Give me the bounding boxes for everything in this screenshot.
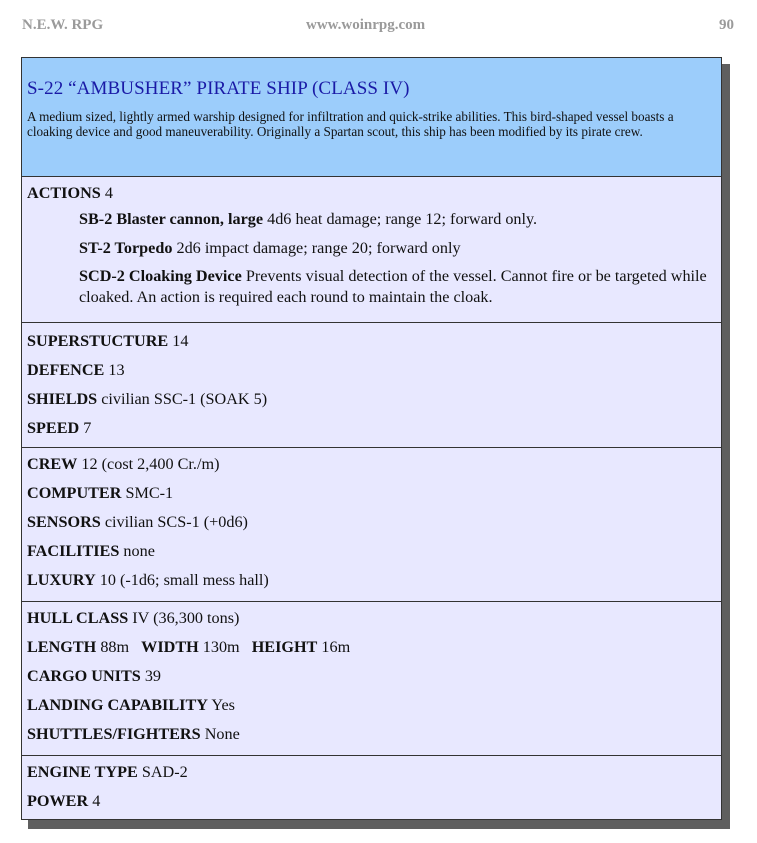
ship-description: A medium sized, lightly armed warship designed for infiltration and quick-strike abilities. This bird-shaped vessel boasts a cloaking device and good maneuverability. Originally a Spartan scout, this ship has been modified by its pirate crew. [27, 109, 674, 139]
header-game-title: N.E.W. RPG [22, 17, 104, 33]
systems-section [22, 448, 721, 602]
engine-section [22, 756, 721, 816]
facilities-label: FACILITIES [27, 542, 120, 560]
hull-class-row [27, 604, 715, 633]
shuttles-row [27, 720, 715, 749]
engine-type-value: SAD-2 [141, 763, 188, 781]
action-item [27, 266, 715, 307]
speed-row [27, 414, 715, 443]
defence-value: 13 [108, 361, 125, 379]
crew-row [27, 450, 715, 479]
cargo-label: CARGO UNITS [27, 667, 141, 685]
actions-value: 4 [104, 184, 113, 202]
landing-row [27, 691, 715, 720]
hull-section [22, 602, 721, 756]
length-value: 88m [100, 638, 130, 656]
width-label: WIDTH [141, 638, 199, 656]
engine-type-label: ENGINE TYPE [27, 763, 138, 781]
dimensions-row [27, 633, 715, 662]
action-item-name: SB-2 Blaster cannon, large [79, 210, 264, 228]
shields-value: civilian SSC-1 (SOAK 5) [101, 390, 268, 408]
superstructure-row [27, 327, 715, 356]
shuttles-label: SHUTTLES/FIGHTERS [27, 725, 201, 743]
length-label: LENGTH [27, 638, 97, 656]
stat-block-title-area [22, 58, 721, 177]
page-header [22, 17, 734, 37]
computer-row [27, 479, 715, 508]
height-value: 16m [321, 638, 351, 656]
speed-value: 7 [83, 419, 92, 437]
luxury-row [27, 566, 715, 595]
actions-label: ACTIONS [27, 184, 101, 202]
shields-label: SHIELDS [27, 390, 98, 408]
sensors-label: SENSORS [27, 513, 101, 531]
engine-type-row [27, 758, 715, 787]
hull-class-value: IV (36,300 tons) [132, 609, 240, 627]
action-item [27, 238, 715, 259]
luxury-value: 10 (-1d6; small mess hall) [99, 571, 269, 589]
power-value: 4 [92, 792, 101, 810]
height-label: HEIGHT [251, 638, 318, 656]
ship-title: S-22 “AMBUSHER” PIRATE SHIP (CLASS IV) [27, 78, 410, 99]
action-item-text: 2d6 impact damage; range 20; forward only [176, 238, 461, 257]
landing-value: Yes [211, 696, 235, 714]
action-item [27, 209, 715, 230]
speed-label: SPEED [27, 419, 80, 437]
sensors-row [27, 508, 715, 537]
action-item-name: SCD-2 Cloaking Device [79, 267, 242, 285]
crew-label: CREW [27, 455, 78, 473]
facilities-value: none [123, 542, 155, 560]
landing-label: LANDING CAPABILITY [27, 696, 208, 714]
sensors-value: civilian SCS-1 (+0d6) [104, 513, 248, 531]
superstructure-label: SUPERSTUCTURE [27, 332, 169, 350]
power-row [27, 787, 715, 816]
shuttles-value: None [204, 725, 240, 743]
defence-row [27, 356, 715, 385]
actions-row [27, 179, 715, 208]
actions-section [22, 177, 721, 323]
computer-label: COMPUTER [27, 484, 122, 502]
action-item-name: ST-2 Torpedo [79, 238, 173, 257]
defence-label: DEFENCE [27, 361, 105, 379]
crew-value: 12 (cost 2,400 Cr./m) [81, 455, 220, 473]
facilities-row [27, 537, 715, 566]
shields-row [27, 385, 715, 414]
width-value: 130m [202, 638, 240, 656]
action-item-text: Prevents visual detection of the vessel. Cannot fire or be targeted while cloaked. An action is required each round to maintain the cloak. [79, 267, 707, 306]
defense-section [22, 323, 721, 448]
hull-class-label: HULL CLASS [27, 609, 129, 627]
luxury-label: LUXURY [27, 571, 96, 589]
power-label: POWER [27, 792, 89, 810]
cargo-value: 39 [144, 667, 162, 685]
cargo-row [27, 662, 715, 691]
action-item-text: 4d6 heat damage; range 12; forward only. [267, 210, 538, 228]
ship-stat-block [21, 57, 722, 820]
page-number: 90 [719, 17, 734, 33]
computer-value: SMC-1 [125, 484, 174, 502]
superstructure-value: 14 [172, 332, 189, 350]
header-website: www.woinrpg.com [306, 17, 426, 33]
